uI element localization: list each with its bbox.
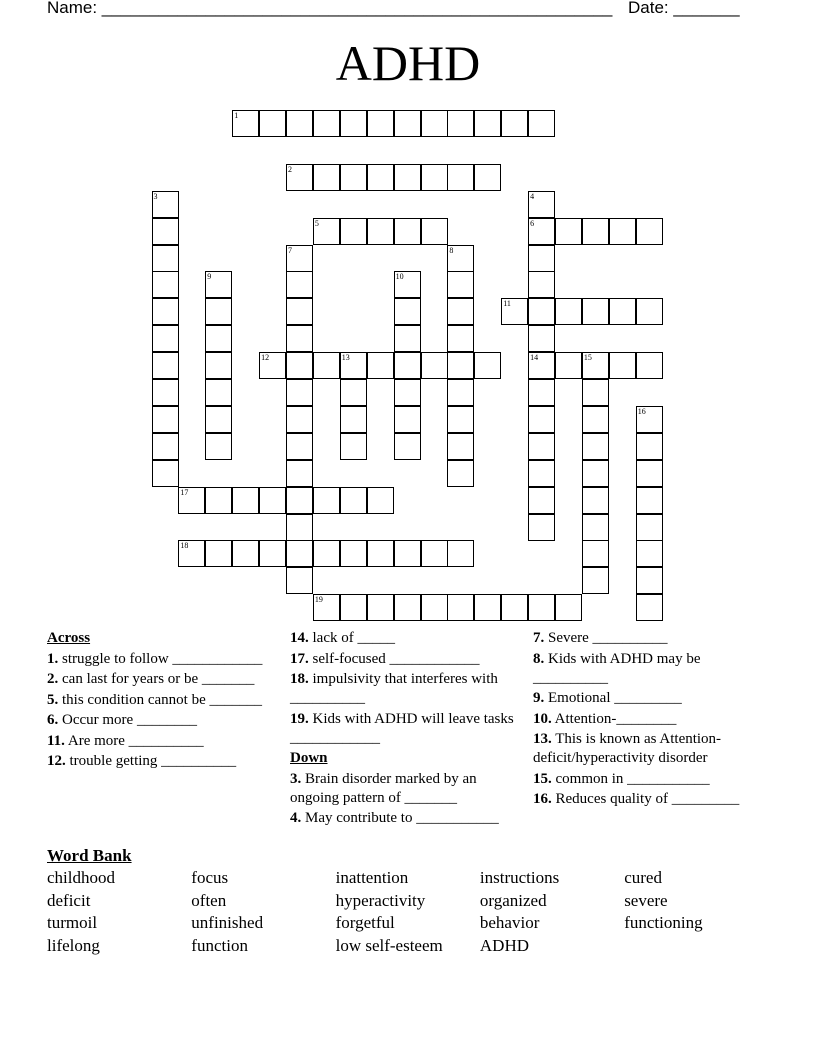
grid-cell[interactable]: [232, 540, 259, 567]
grid-cell[interactable]: [152, 271, 179, 298]
grid-cell[interactable]: [421, 540, 448, 567]
clue-number: 3.: [290, 770, 302, 787]
grid-cell[interactable]: [286, 460, 313, 487]
grid-cell[interactable]: [205, 298, 232, 325]
grid-cell[interactable]: [447, 540, 474, 567]
down-heading: Down: [290, 750, 328, 766]
grid-cell[interactable]: [313, 352, 340, 379]
clues-column-1: [47, 629, 282, 773]
grid-cell[interactable]: [394, 271, 421, 298]
grid-cell[interactable]: [582, 514, 609, 541]
grid-cell[interactable]: [636, 218, 663, 245]
grid-cell[interactable]: [286, 406, 313, 433]
clue: [47, 711, 282, 730]
grid-cell[interactable]: [232, 110, 259, 137]
grid-cell[interactable]: [340, 433, 367, 460]
grid-cell[interactable]: [205, 379, 232, 406]
grid-cell[interactable]: [528, 460, 555, 487]
grid-cell[interactable]: [555, 352, 582, 379]
word-bank-item: hyperactivity: [335, 890, 426, 910]
grid-cell[interactable]: [528, 352, 555, 379]
cell-number: 1: [234, 111, 239, 120]
grid-cell[interactable]: [340, 406, 367, 433]
clue-text: lack of _____: [308, 630, 395, 646]
clue-text: Kids with ADHD may be __________: [533, 650, 701, 686]
grid-cell[interactable]: [286, 567, 313, 594]
grid-cell[interactable]: [205, 540, 232, 567]
word-bank-item: turmoil: [47, 913, 98, 933]
clue-number: 14.: [290, 630, 309, 646]
grid-cell[interactable]: [528, 245, 555, 272]
clues-column-2: [290, 629, 525, 830]
cell-number: 18: [180, 541, 189, 551]
grid-cell[interactable]: [421, 594, 448, 621]
grid-cell[interactable]: [152, 406, 179, 433]
clue-text: can last for years or be _______: [58, 671, 255, 687]
grid-cell[interactable]: [205, 352, 232, 379]
clue-text: Kids with ADHD will leave tasks ____________: [290, 710, 514, 746]
grid-cell[interactable]: [152, 379, 179, 406]
cell-number: 17: [180, 487, 189, 497]
clue-text: struggle to follow ____________: [58, 650, 263, 667]
grid-cell[interactable]: [447, 352, 474, 379]
word-bank-item: functioning: [624, 913, 703, 933]
grid-cell[interactable]: [636, 352, 663, 379]
grid-cell[interactable]: [636, 540, 663, 567]
grid-cell[interactable]: [286, 352, 313, 379]
grid-cell[interactable]: [367, 594, 394, 621]
grid-cell[interactable]: [152, 298, 179, 325]
grid-cell[interactable]: [340, 487, 367, 514]
grid-cell[interactable]: [152, 460, 179, 487]
grid-cell[interactable]: [528, 298, 555, 325]
clue-text: impulsivity that interferes with __________: [290, 671, 498, 706]
word-bank-item: forgetful: [335, 913, 395, 933]
grid-cell[interactable]: [286, 433, 313, 460]
grid-cell[interactable]: [582, 460, 609, 487]
grid-cell[interactable]: [447, 406, 474, 433]
grid-cell[interactable]: [609, 352, 636, 379]
grid-cell[interactable]: [501, 110, 528, 137]
grid-cell[interactable]: [528, 191, 555, 218]
grid-cell[interactable]: [528, 110, 555, 137]
grid-cell[interactable]: [447, 594, 474, 621]
clue: [533, 650, 748, 688]
page-title: ADHD: [335, 35, 481, 91]
grid-cell[interactable]: [367, 164, 394, 191]
clue-text: Brain disorder marked by an ongoing pattern of _______: [290, 770, 477, 806]
grid-cell[interactable]: [447, 164, 474, 191]
grid-cell[interactable]: [582, 540, 609, 567]
clue: [533, 730, 748, 768]
cell-number: 14: [530, 353, 539, 363]
clue: [533, 710, 748, 729]
clue-number: 18.: [290, 671, 309, 687]
grid-cell[interactable]: [340, 164, 367, 191]
grid-cell[interactable]: [286, 379, 313, 406]
grid-cell[interactable]: [447, 379, 474, 406]
grid-cell[interactable]: [421, 218, 448, 245]
grid-cell[interactable]: [286, 487, 313, 514]
grid-cell[interactable]: [367, 487, 394, 514]
clue: [47, 691, 282, 710]
clue: [47, 670, 282, 689]
cell-number: 15: [583, 353, 592, 363]
grid-cell[interactable]: [447, 298, 474, 325]
grid-cell[interactable]: [636, 298, 663, 325]
grid-cell[interactable]: [528, 325, 555, 352]
grid-cell[interactable]: [528, 218, 555, 245]
word-bank-item: function: [191, 936, 248, 956]
clue-number: 10.: [533, 710, 552, 727]
grid-cell[interactable]: [313, 218, 340, 245]
cell-number: 6: [530, 218, 535, 228]
word-bank-item: cured: [624, 868, 662, 887]
grid-cell[interactable]: [259, 487, 286, 514]
word-bank-item: ADHD: [479, 936, 529, 956]
grid-cell[interactable]: [528, 406, 555, 433]
clue-text: Are more __________: [64, 732, 204, 749]
grid-cell[interactable]: [447, 433, 474, 460]
cell-number: 7: [288, 245, 292, 255]
grid-cell[interactable]: [636, 514, 663, 541]
clue: [47, 650, 282, 669]
grid-cell[interactable]: [205, 406, 232, 433]
grid-cell[interactable]: [421, 164, 448, 191]
cell-number: 2: [288, 164, 292, 174]
grid-cell[interactable]: [474, 594, 501, 621]
clue-number: 2.: [47, 671, 59, 687]
grid-cell[interactable]: [286, 245, 313, 272]
grid-cell[interactable]: [286, 298, 313, 325]
grid-cell[interactable]: [394, 433, 421, 460]
grid-cell[interactable]: [474, 110, 501, 137]
clue-text: Attention-________: [551, 710, 677, 727]
grid-cell[interactable]: [286, 514, 313, 541]
grid-cell[interactable]: [447, 460, 474, 487]
clue-number: 13.: [533, 731, 552, 747]
clue: [290, 809, 525, 828]
grid-cell[interactable]: [555, 218, 582, 245]
clue-text: trouble getting __________: [65, 753, 237, 769]
clue-number: 6.: [47, 712, 59, 728]
grid-cell[interactable]: [340, 379, 367, 406]
grid-cell[interactable]: [474, 352, 501, 379]
grid-cell[interactable]: [178, 487, 205, 514]
word-bank-item: inattention: [335, 868, 409, 887]
clue: [47, 732, 282, 751]
word-bank-item: instructions: [479, 868, 560, 887]
grid-cell[interactable]: [636, 460, 663, 487]
clue: [47, 752, 282, 771]
grid-cell[interactable]: [582, 352, 609, 379]
cell-number: 13: [341, 353, 350, 363]
grid-cell[interactable]: [205, 325, 232, 352]
clue: [533, 629, 748, 648]
grid-cell[interactable]: [313, 110, 340, 137]
clue-number: 1.: [47, 650, 59, 667]
grid-cell[interactable]: [313, 164, 340, 191]
grid-cell[interactable]: [232, 487, 259, 514]
word-bank-item: often: [191, 890, 227, 910]
clue-number: 4.: [290, 810, 302, 826]
grid-cell[interactable]: [340, 352, 367, 379]
grid-cell[interactable]: [582, 406, 609, 433]
clue: [290, 770, 525, 808]
grid-cell[interactable]: [340, 110, 367, 137]
grid-cell[interactable]: [636, 594, 663, 621]
grid-cell[interactable]: [636, 487, 663, 514]
grid-cell[interactable]: [205, 433, 232, 460]
grid-cell[interactable]: [609, 218, 636, 245]
clue-text: common in ___________: [551, 770, 710, 787]
cell-number: 12: [261, 353, 270, 363]
grid-cell[interactable]: [152, 245, 179, 272]
cell-number: 19: [314, 595, 323, 605]
clue-text: Emotional _________: [544, 690, 682, 706]
cell-number: 10: [395, 272, 404, 282]
grid-cell[interactable]: [394, 379, 421, 406]
grid-cell[interactable]: [367, 110, 394, 137]
grid-cell[interactable]: [286, 540, 313, 567]
name-field[interactable]: Name: ______________________________________________________: [47, 0, 613, 17]
clue-text: Severe __________: [544, 630, 668, 646]
word-bank-title: Word Bank: [47, 846, 132, 865]
clue-number: 9.: [533, 690, 545, 706]
grid-cell[interactable]: [340, 540, 367, 567]
clue-text: Occur more ________: [58, 712, 197, 728]
grid-cell[interactable]: [636, 406, 663, 433]
clue-number: 11.: [47, 732, 65, 749]
grid-cell[interactable]: [394, 298, 421, 325]
grid-cell[interactable]: [259, 110, 286, 137]
grid-cell[interactable]: [340, 594, 367, 621]
clues-column-3: [533, 629, 748, 811]
grid-cell[interactable]: [394, 406, 421, 433]
date-field[interactable]: Date: _______: [628, 0, 740, 17]
grid-cell[interactable]: [582, 298, 609, 325]
clue: [290, 629, 525, 648]
across-heading: Across: [47, 630, 91, 646]
grid-cell[interactable]: [152, 352, 179, 379]
grid-cell[interactable]: [394, 110, 421, 137]
clue-number: 7.: [533, 630, 545, 646]
grid-cell[interactable]: [367, 218, 394, 245]
grid-cell[interactable]: [528, 379, 555, 406]
word-bank-item: severe: [624, 890, 668, 910]
word-bank-item: childhood: [47, 868, 115, 887]
clue-number: 17.: [290, 650, 309, 667]
grid-cell[interactable]: [367, 352, 394, 379]
cell-number: 5: [314, 218, 319, 228]
grid-cell[interactable]: [367, 540, 394, 567]
grid-cell[interactable]: [421, 110, 448, 137]
grid-cell[interactable]: [609, 298, 636, 325]
grid-cell[interactable]: [152, 191, 179, 218]
grid-cell[interactable]: [555, 298, 582, 325]
grid-cell[interactable]: [259, 352, 286, 379]
grid-cell[interactable]: [501, 594, 528, 621]
clue-number: 19.: [290, 710, 309, 727]
grid-cell[interactable]: [259, 540, 286, 567]
grid-cell[interactable]: [528, 514, 555, 541]
cell-number: 11: [503, 299, 511, 309]
grid-cell[interactable]: [582, 433, 609, 460]
grid-cell[interactable]: [313, 594, 340, 621]
grid-cell[interactable]: [528, 594, 555, 621]
grid-cell[interactable]: [205, 487, 232, 514]
cell-number: 8: [449, 245, 454, 255]
grid-cell[interactable]: [636, 433, 663, 460]
word-bank-item: organized: [479, 890, 547, 910]
clue-text: self-focused ____________: [308, 650, 480, 667]
grid-cell[interactable]: [394, 325, 421, 352]
grid-cell[interactable]: [178, 540, 205, 567]
grid-cell[interactable]: [340, 218, 367, 245]
grid-cell[interactable]: [286, 325, 313, 352]
clue-number: 8.: [533, 650, 545, 667]
grid-cell[interactable]: [582, 567, 609, 594]
clue-text: May contribute to ___________: [301, 810, 499, 826]
clue-text: This is known as Attention-deficit/hyperactivity disorder: [533, 731, 722, 766]
grid-cell[interactable]: [501, 298, 528, 325]
grid-cell[interactable]: [474, 164, 501, 191]
grid-cell[interactable]: [447, 110, 474, 137]
grid-cell[interactable]: [152, 433, 179, 460]
grid-cell[interactable]: [394, 164, 421, 191]
clue-text: Reduces quality of _________: [551, 791, 740, 807]
grid-cell[interactable]: [205, 271, 232, 298]
clue: [290, 710, 525, 748]
grid-cell[interactable]: [582, 487, 609, 514]
grid-cell[interactable]: [313, 487, 340, 514]
grid-cell[interactable]: [394, 352, 421, 379]
grid-cell[interactable]: [447, 245, 474, 272]
grid-cell[interactable]: [152, 325, 179, 352]
grid-cell[interactable]: [528, 487, 555, 514]
grid-cell[interactable]: [286, 164, 313, 191]
clue: [533, 689, 748, 708]
grid-cell[interactable]: [286, 271, 313, 298]
clue: [290, 650, 525, 669]
grid-cell[interactable]: [394, 218, 421, 245]
clue-number: 15.: [533, 770, 552, 787]
clue-number: 5.: [47, 691, 59, 708]
grid-cell[interactable]: [313, 540, 340, 567]
clue-number: 16.: [533, 791, 552, 807]
clue: [533, 770, 748, 789]
cell-number: 3: [153, 191, 158, 201]
clue: [533, 790, 748, 809]
cell-number: 9: [207, 272, 212, 282]
grid-cell[interactable]: [286, 110, 313, 137]
word-bank-item: low self-esteem: [335, 936, 443, 956]
word-bank-item: unfinished: [191, 913, 264, 933]
word-bank-item: lifelong: [47, 936, 100, 956]
grid-cell[interactable]: [582, 218, 609, 245]
grid-cell[interactable]: [394, 594, 421, 621]
grid-cell[interactable]: [152, 218, 179, 245]
cell-number: 4: [530, 191, 535, 201]
grid-cell[interactable]: [421, 352, 448, 379]
grid-cell[interactable]: [528, 433, 555, 460]
grid-cell[interactable]: [394, 540, 421, 567]
grid-cell[interactable]: [582, 379, 609, 406]
grid-cell[interactable]: [555, 594, 582, 621]
word-bank-item: deficit: [47, 890, 91, 910]
clue: [290, 670, 525, 708]
word-bank-item: behavior: [479, 913, 540, 933]
clue-number: 12.: [47, 753, 66, 769]
grid-cell[interactable]: [447, 325, 474, 352]
grid-cell[interactable]: [447, 271, 474, 298]
grid-cell[interactable]: [528, 271, 555, 298]
clue-text: this condition cannot be _______: [58, 691, 262, 708]
grid-cell[interactable]: [636, 567, 663, 594]
word-bank-item: focus: [191, 868, 229, 887]
cell-number: 16: [637, 406, 646, 416]
